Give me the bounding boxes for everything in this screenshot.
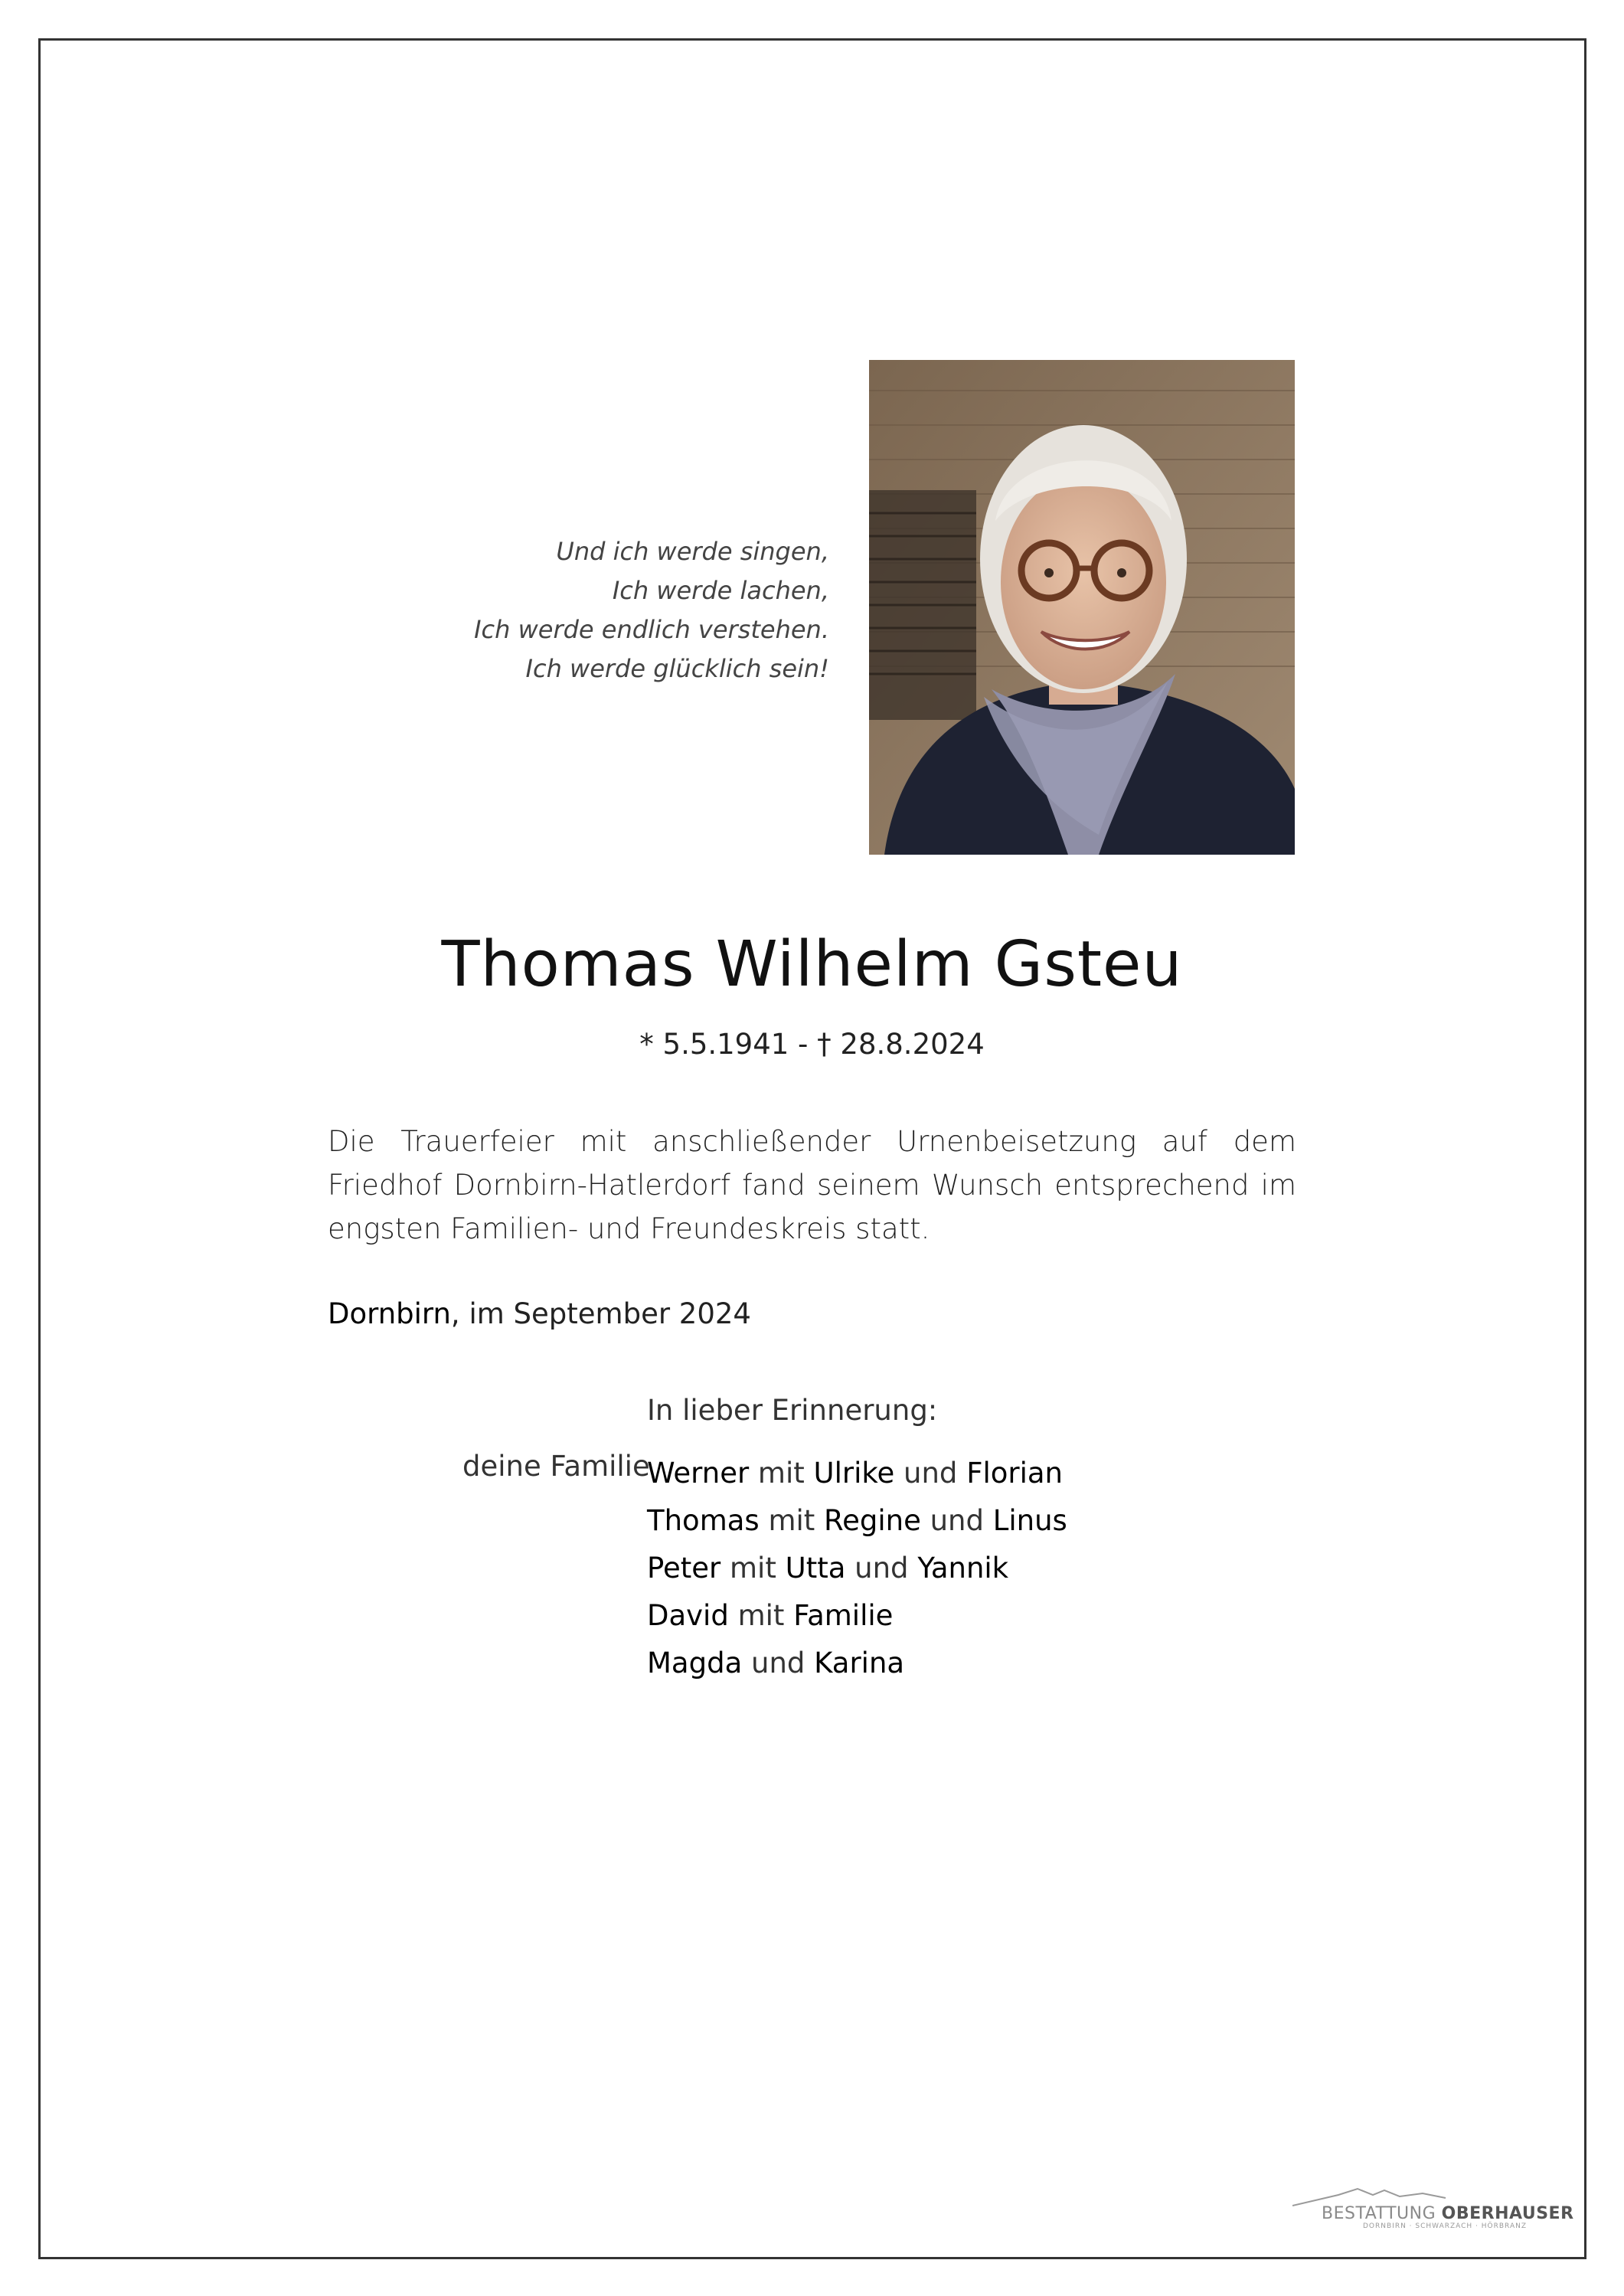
joiner: und [894,1457,967,1490]
mourner-name: Thomas [647,1504,760,1537]
mourner-row [647,1640,1067,1687]
mourner-name: Karina [814,1647,905,1679]
mourner-row [647,1450,1067,1497]
mourner-list [647,1450,1067,1687]
date-text: , im September 2024 [450,1297,751,1330]
mourner-row [647,1545,1067,1592]
joiner: und [742,1647,815,1679]
place-name: Dornbirn [328,1297,451,1330]
poem-line: Ich werde endlich verstehen. [474,615,829,644]
notice-text: Die Trauerfeier mit anschließender Urnenbeisetzung auf dem Friedhof Dornbirn-Hatlerdorf fand seinem Wunsch entsprechend im engsten Familien- und Freundeskreis statt. [328,1125,1296,1245]
mourner-name: Familie [793,1599,894,1632]
mourner-name: Florian [966,1457,1064,1490]
mourner-name: David [647,1599,729,1632]
place-date [328,1297,751,1330]
deceased-name: Thomas Wilhelm Gsteu [441,928,1183,1001]
mourner-name: Peter [647,1552,721,1585]
portrait-illustration [869,360,1295,855]
memory-intro: In lieber Erinnerung: [647,1394,938,1427]
mourner-row [647,1497,1067,1545]
mourner-name: Werner [647,1457,750,1490]
mourner-row [647,1592,1067,1640]
mourner-name: Magda [647,1647,743,1679]
mourner-name: Linus [992,1504,1067,1537]
mourner-name: Ulrike [813,1457,895,1490]
mourner-name: Yannik [917,1552,1009,1585]
poem-line: Und ich werde singen, [556,537,829,566]
logo-subline: DORNBIRN · SCHWARZACH · HÖRBRANZ [1363,2222,1527,2230]
family-label: deine Familie [462,1450,650,1483]
funeral-home-logo [1292,2184,1574,2230]
joiner: mit [721,1552,786,1585]
mourner-name: Utta [785,1552,846,1585]
joiner: und [920,1504,993,1537]
poem [474,532,829,688]
poem-line: Ich werde glücklich sein! [525,654,829,683]
poem-line: Ich werde lachen, [612,576,829,605]
joiner: mit [728,1599,794,1632]
logo-brand: OBERHAUSER [1441,2204,1574,2223]
logo-prefix: BESTATTUNG [1322,2204,1442,2223]
joiner: mit [759,1504,825,1537]
life-dates: * 5.5.1941 - † 28.8.2024 [639,1028,985,1061]
portrait-photo [869,360,1295,855]
mourner-name: Regine [824,1504,921,1537]
joiner: mit [749,1457,814,1490]
logo-wordmark [1322,2204,1574,2223]
joiner: und [845,1552,918,1585]
